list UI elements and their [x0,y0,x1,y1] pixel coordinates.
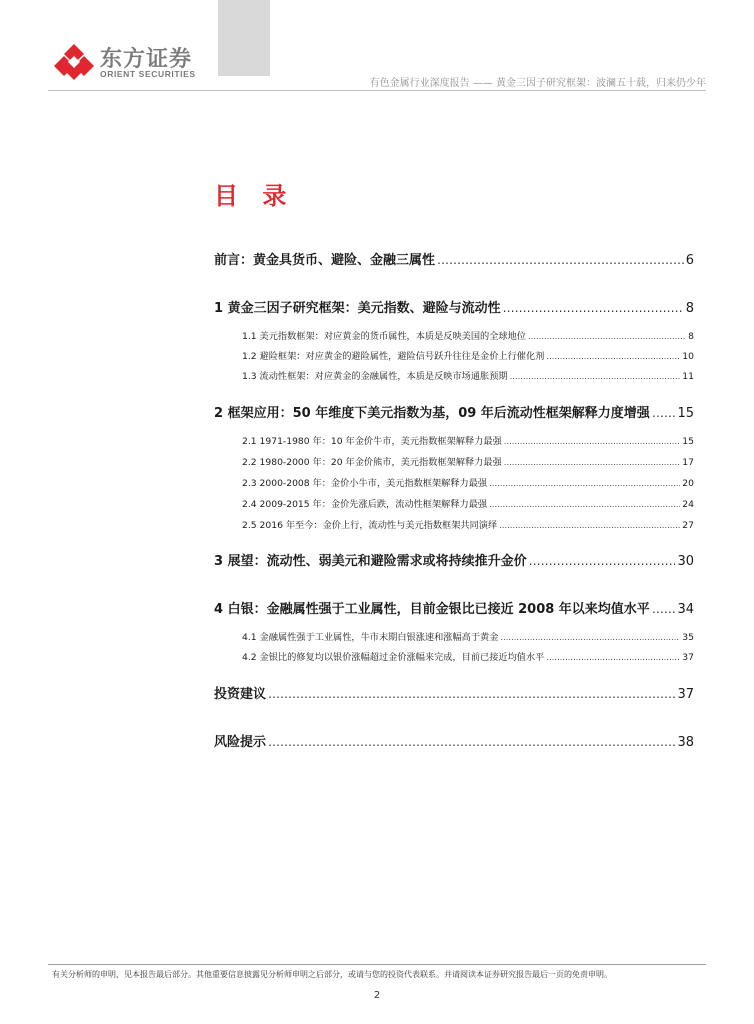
toc-entry[interactable] [242,368,694,382]
toc-entry[interactable] [214,297,694,316]
toc-entry[interactable] [242,629,694,643]
toc-entry[interactable] [242,348,694,362]
toc-leader-dots [489,479,680,488]
toc-entry-page: 35 [682,632,694,643]
footer-disclaimer: 有关分析师的申明，见本报告最后部分。其他重要信息披露见分析师申明之后部分，或请与您的投资代表联系。并请阅读本证券研究报告最后一页的免责申明。 [52,970,612,979]
toc-entry[interactable] [242,517,694,531]
page-number: 2 [373,990,381,1001]
toc-entry-title: 3 展望：流动性、弱美元和避险需求或将持续推升金价 [214,554,527,569]
toc-entry-title: 1.1 美元指数框架：对应黄金的货币属性，本质是反映美国的全球地位 [242,331,526,342]
toc-entry-title: 2.2 1980-2000 年：20 年金价熊市，美元指数框架解释力最强 [242,457,502,468]
toc-entry[interactable] [242,649,694,663]
toc-entry-page: 11 [682,371,694,382]
toc-leader-dots [504,437,681,446]
toc-leader-dots [504,458,681,467]
toc-entry[interactable] [214,550,694,569]
toc-entry-title: 投资建议 [214,687,267,702]
toc-leader-dots [489,500,680,509]
toc-entry-page: 20 [682,478,694,489]
toc-leader-dots [268,735,675,749]
header-divider [48,90,706,91]
toc-entry-page: 37 [677,687,694,702]
toc-leader-dots [499,521,680,530]
toc-entry-page: 30 [677,554,694,569]
toc-entry[interactable] [242,433,694,447]
logo-name-en: ORIENT SECURITIES [100,69,196,79]
toc-entry[interactable] [214,402,694,421]
toc-leader-dots [437,253,684,267]
toc-entry[interactable] [242,328,694,342]
toc-title: 目 录 [214,182,295,210]
logo-name-cn: 东方证券 [100,47,193,72]
toc-entry-page: 17 [682,457,694,468]
toc-entry-title: 2.5 2016 年至今：金价上行，流动性与美元指数框架共同演绎 [242,520,498,531]
toc-entry-page: 8 [688,331,694,342]
toc-entry-title: 2 框架应用：50 年维度下美元指数为基，09 年后流动性框架解释力度增强 [214,406,650,421]
toc-leader-dots [652,406,676,420]
toc-entry[interactable] [242,496,694,510]
orient-logo-icon [54,42,94,82]
toc-leader-dots [528,332,686,341]
toc-leader-dots [529,554,676,568]
toc-entry[interactable] [214,731,694,750]
toc-entry-title: 4 白银：金融属性强于工业属性，目前金银比已接近 2008 年以来均值水平 [214,602,650,617]
toc-entry-title: 4.1 金融属性强于工业属性，牛市末期白银涨速和涨幅高于黄金 [242,632,499,643]
toc-leader-dots [546,653,680,662]
toc-entry-title: 1.3 流动性框架：对应黄金的金融属性，本质是反映市场通胀预期 [242,371,508,382]
toc-entry-title: 2.1 1971-1980 年：10 年金价牛市，美元指数框架解释力最强 [242,436,502,447]
toc-entry-page: 24 [682,499,694,510]
toc-entry-title: 4.2 金银比的修复均以银价涨幅超过金价涨幅来完成，目前已接近均值水平 [242,652,545,663]
toc-entry-page: 15 [682,436,694,447]
toc-entry-title: 前言：黄金具货币、避险、金融三属性 [214,253,436,268]
footer-divider [48,964,706,965]
toc-entry[interactable] [242,454,694,468]
toc-entry-title: 1 黄金三因子研究框架：美元指数、避险与流动性 [214,301,501,316]
toc-leader-dots [500,633,680,642]
toc-entry-page: 38 [677,735,694,750]
report-header: 有色金属行业深度报告 —— 黄金三因子研究框架：波澜五十载，归来仍少年 [369,78,706,89]
toc-entry-page: 10 [682,351,694,362]
toc-entry-page: 8 [685,301,694,316]
toc-leader-dots [546,352,680,361]
toc-entry-page: 37 [682,652,694,663]
toc-entry-page: 34 [677,602,694,617]
toc-entry[interactable] [214,598,694,617]
toc-entry[interactable] [214,683,694,702]
toc-leader-dots [510,372,681,381]
toc-leader-dots [652,602,676,616]
toc-entry[interactable] [242,475,694,489]
toc-entry-title: 风险提示 [214,735,267,750]
toc-leader-dots [268,687,675,701]
toc-leader-dots [503,301,684,315]
toc-entry-page: 15 [677,406,694,421]
company-logo [52,40,232,84]
toc-entry-page: 6 [685,253,694,268]
toc-entry-title: 2.3 2000-2008 年：金价小牛市，美元指数框架解释力最强 [242,478,488,489]
toc-entry-page: 27 [682,520,694,531]
toc-entry-title: 2.4 2009-2015 年：金价先涨后跌，流动性框架解释力最强 [242,499,488,510]
toc-entry[interactable] [214,249,694,268]
toc-entry-title: 1.2 避险框架：对应黄金的避险属性，避险信号跃升往往是金价上行催化剂 [242,351,545,362]
